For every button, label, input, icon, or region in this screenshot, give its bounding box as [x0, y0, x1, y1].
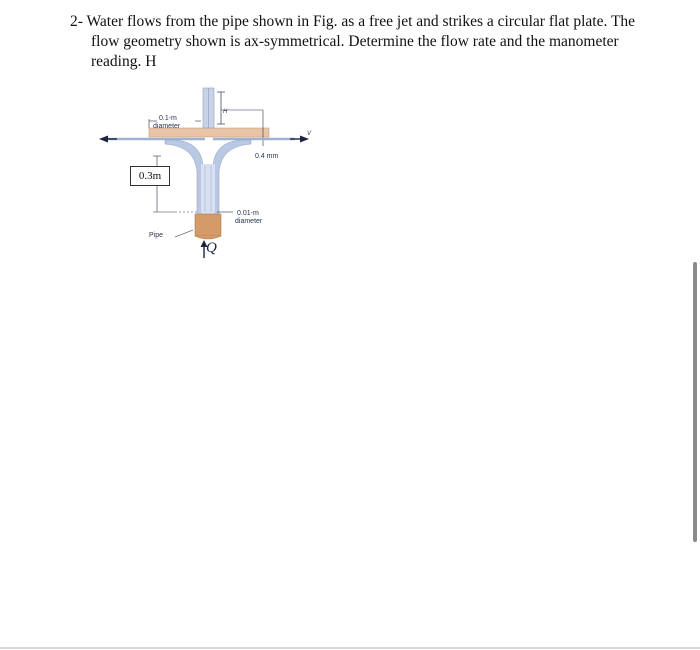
gap-label: 0.4 mm	[255, 153, 279, 160]
manometer-h-label: H	[223, 109, 228, 115]
pipe-label: Pipe	[149, 232, 164, 239]
left-flow-arrow	[99, 136, 108, 143]
flow-q-label: Q	[206, 240, 217, 256]
velocity-v-label: V	[307, 131, 312, 137]
free-jet	[201, 164, 215, 214]
height-label-box: 0.3m	[130, 166, 170, 186]
jet-right-curve	[213, 140, 251, 214]
jet-left-curve	[165, 140, 203, 214]
plate-diameter-label	[159, 115, 177, 123]
vertical-scrollbar[interactable]	[690, 0, 700, 650]
question-line-2: flow geometry shown is ax-symmetrical. Determine the flow rate and the manometer	[91, 33, 619, 50]
scrollbar-thumb[interactable]	[693, 262, 697, 542]
nozzle-diameter-label: 0.01-m	[237, 210, 259, 217]
plate-diameter-text: diameter	[153, 123, 181, 130]
page-bottom-divider	[0, 647, 700, 649]
question-text	[70, 12, 650, 72]
flow-diagram	[95, 84, 325, 274]
plate-diameter-unit-label	[153, 123, 180, 131]
question-line-1: 2- Water flows from the pipe shown in Fig. as a free jet and strikes a circular flat plate. The	[70, 13, 636, 30]
supply-pipe	[195, 214, 221, 236]
plate-diameter-value: 0.1-m	[159, 115, 177, 122]
pipe-pointer	[175, 230, 193, 237]
nozzle-diameter-unit-label: diameter	[235, 218, 263, 225]
question-line-3: reading. H	[91, 53, 157, 70]
